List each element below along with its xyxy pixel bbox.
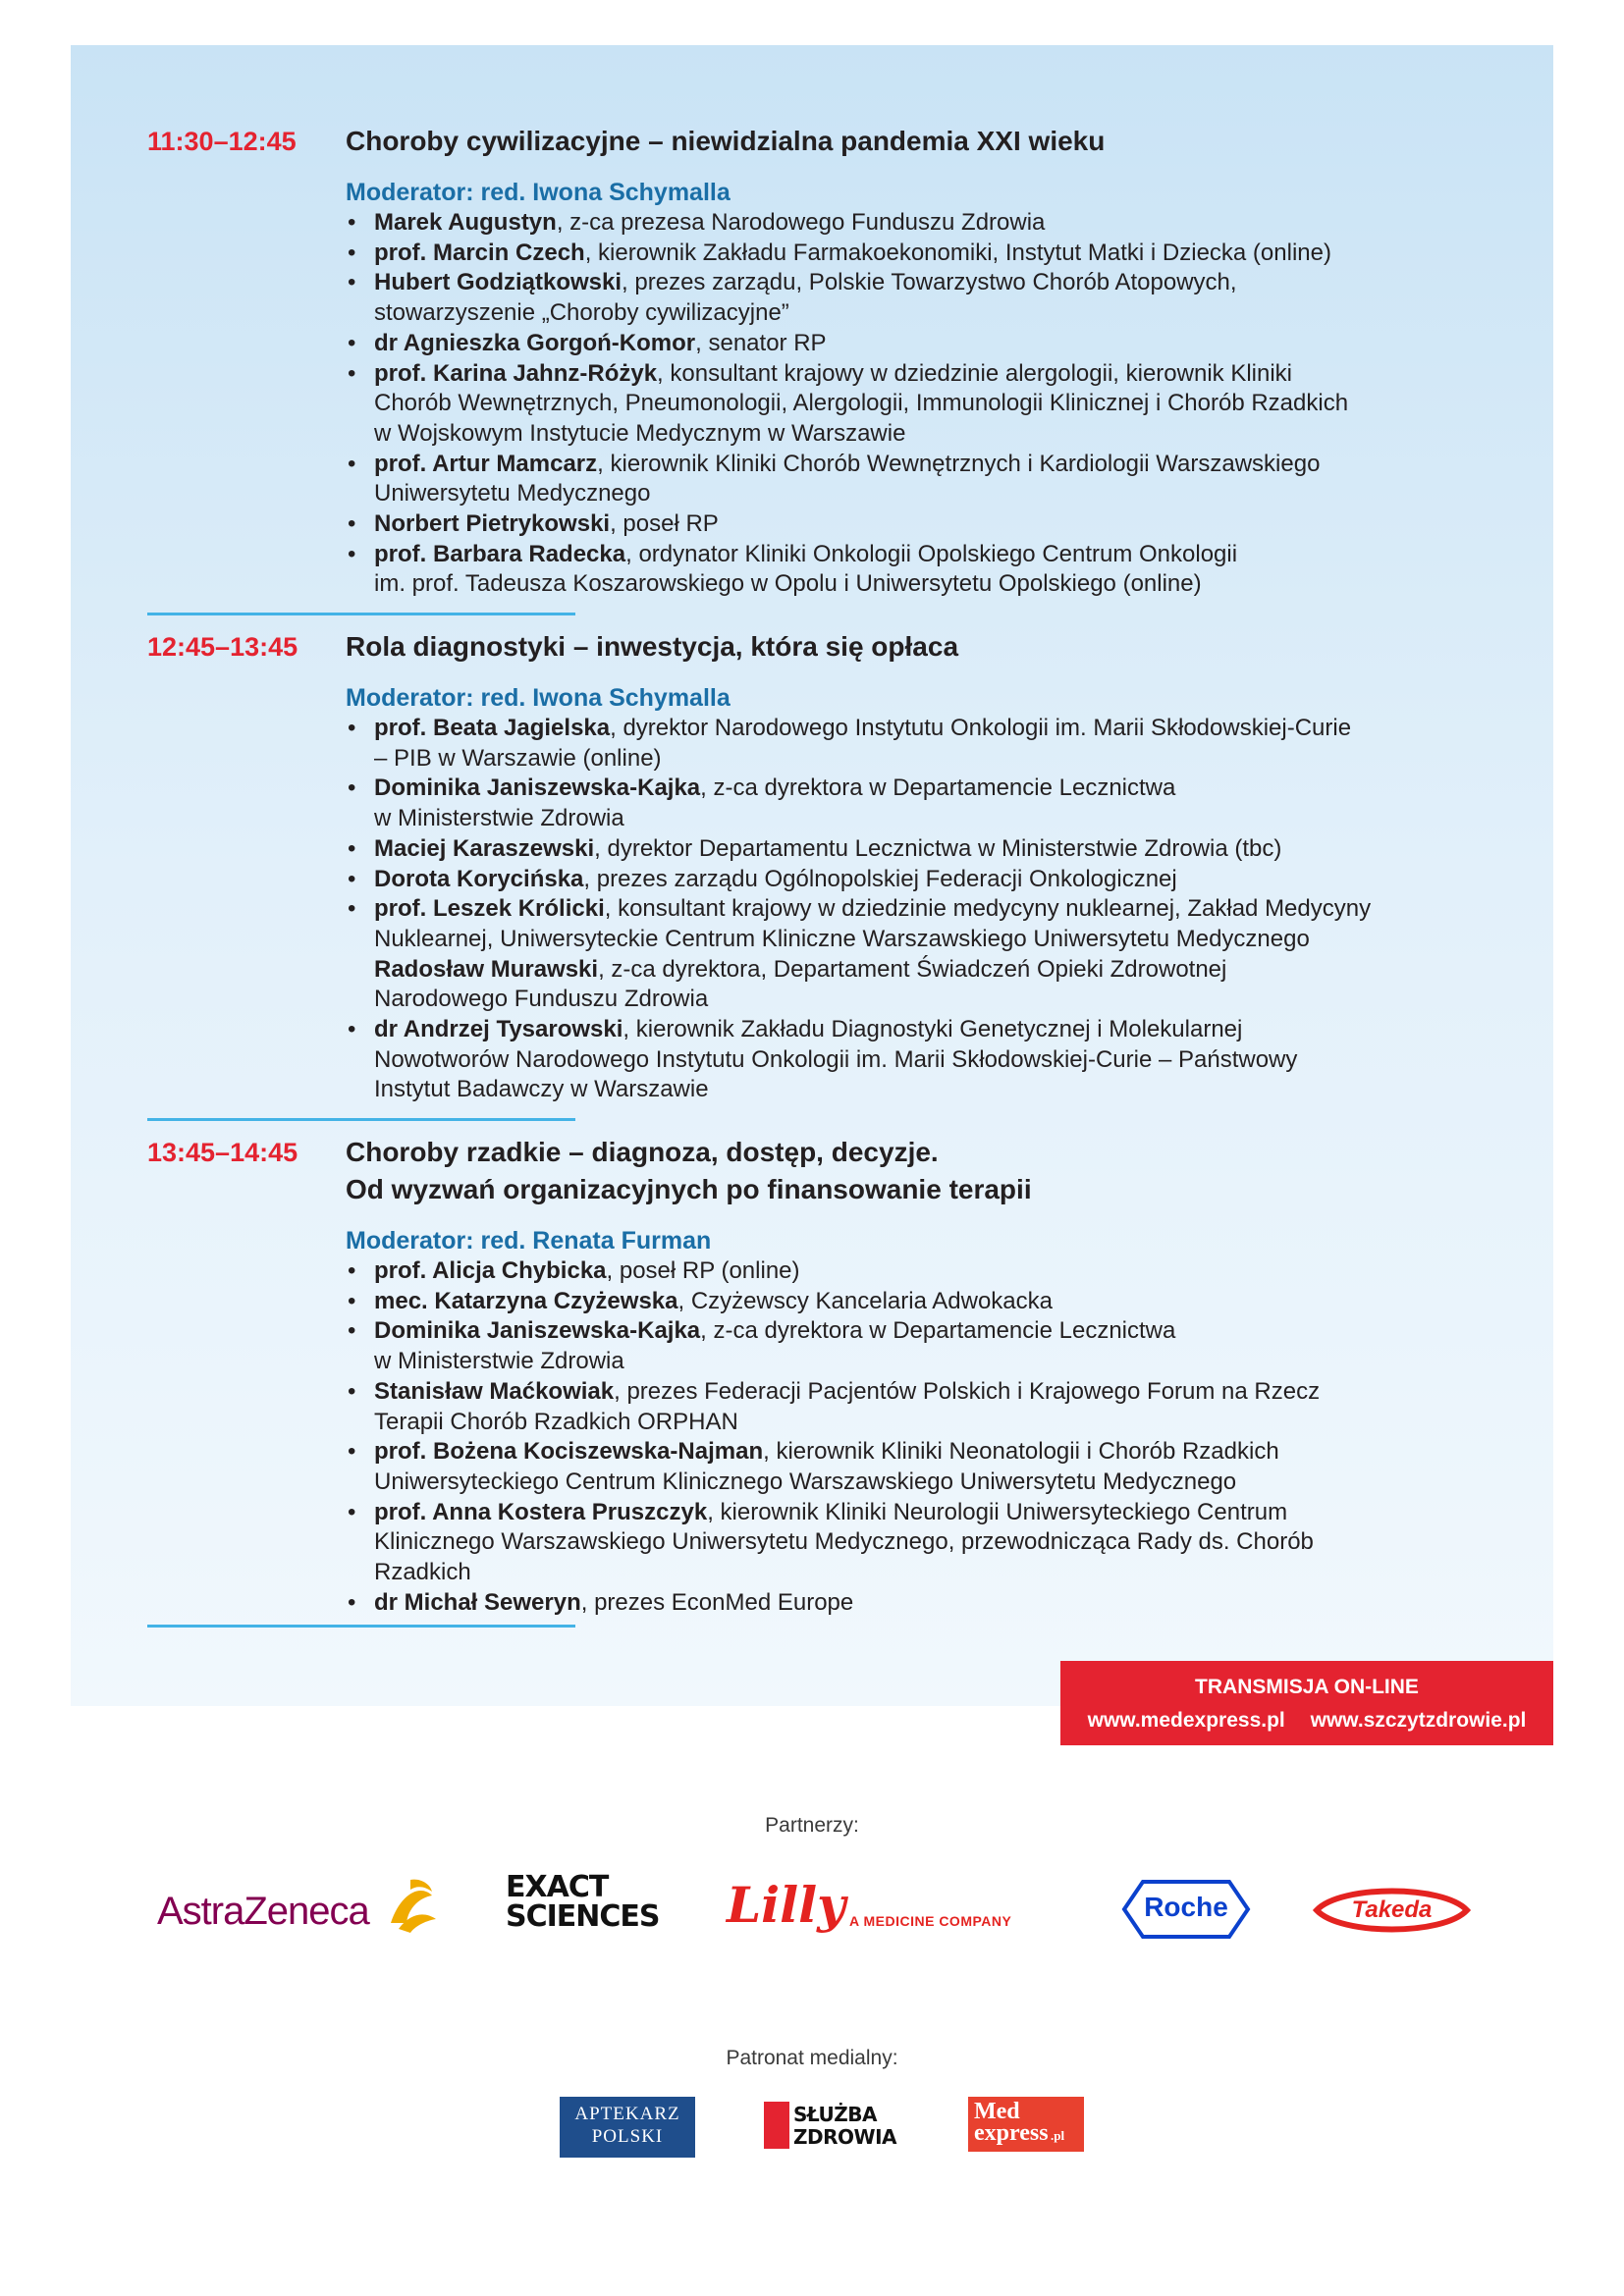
speaker-name: Stanisław Maćkowiak (374, 1377, 615, 1405)
speaker-role: , Czyżewscy Kancelaria Adwokacka (677, 1287, 1053, 1314)
speaker-item-continuation (346, 1075, 1483, 1105)
speaker-item (346, 239, 1483, 269)
speaker-item-continuation (346, 479, 1483, 509)
speaker-item-continuation (346, 298, 1483, 329)
medexpress-suffix: .pl (1051, 2128, 1065, 2143)
speaker-role: , poseł RP (610, 510, 719, 538)
speaker-list (346, 208, 1483, 600)
speaker-role: , kierownik Zakładu Farmakoekonomiki, Instytut Matki i Dziecka (online) (584, 239, 1331, 266)
speaker-role: w Wojskowym Instytucie Medycznym w Warszawie (374, 419, 906, 447)
medexpress-express: express (974, 2120, 1049, 2146)
speaker-name: prof. Alicja Chybicka (374, 1257, 607, 1284)
speaker-name: Dorota Korycińska (374, 865, 584, 892)
medexpress-med: Med (974, 2099, 1020, 2124)
speaker-item (346, 1256, 1483, 1287)
speaker-item (346, 1316, 1483, 1347)
speaker-role: im. prof. Tadeusza Koszarowskiego w Opolu i Uniwersytetu Opolskiego (online) (374, 570, 1202, 598)
session-title (346, 1134, 1483, 1208)
speaker-role: – PIB w Warszawie (online) (374, 744, 662, 772)
speaker-item-continuation (346, 1045, 1483, 1076)
speaker-name: dr Agnieszka Gorgoń-Komor (374, 329, 696, 356)
speaker-role: Terapii Chorób Rzadkich ORPHAN (374, 1408, 738, 1435)
speaker-role: Rzadkich (374, 1559, 471, 1586)
session-moderator: Moderator: red. Iwona Schymalla (346, 684, 731, 712)
exact-sciences-logo (506, 1870, 673, 1936)
speaker-list (346, 1256, 1483, 1618)
aptekarz-polski-logo (560, 2097, 695, 2158)
medexpress-logo (968, 2097, 1084, 2152)
speaker-name: Dominika Janiszewska-Kajka (374, 1317, 701, 1345)
speaker-role: w Ministerstwie Zdrowia (374, 805, 624, 832)
zdrowia-line: ZDROWIA (793, 2125, 896, 2149)
speaker-list (346, 714, 1483, 1105)
speaker-name: prof. Karina Jahnz-Różyk (374, 359, 658, 387)
speaker-role: , z-ca dyrektora, Departament Świadczeń Opieki Zdrowotnej (598, 955, 1227, 983)
speaker-role: w Ministerstwie Zdrowia (374, 1348, 624, 1375)
sciences-line: SCIENCES (506, 1899, 660, 1934)
szczytzdrowie-link[interactable]: www.szczytzdrowie.pl (1310, 1709, 1527, 1732)
astrazeneca-swirl-icon (381, 1874, 442, 1935)
session-title (346, 123, 1483, 160)
speaker-item (346, 1498, 1483, 1528)
speaker-role: , kierownik Kliniki Neurologii Uniwersyteckiego Centrum (707, 1498, 1288, 1525)
speaker-name: prof. Artur Mamcarz (374, 450, 598, 477)
takeda-wordmark: Takeda (1351, 1896, 1433, 1923)
session-title-line: Choroby cywilizacyjne – niewidzialna pandemia XXI wieku (346, 126, 1106, 156)
agenda-session (147, 628, 1483, 1105)
speaker-role: , z-ca prezesa Narodowego Funduszu Zdrowia (556, 209, 1046, 236)
speaker-role: stowarzyszenie „Choroby cywilizacyjne” (374, 299, 789, 327)
lilly-logo (727, 1870, 1060, 1949)
takeda-logo (1311, 1883, 1473, 1938)
astrazeneca-wordmark: AstraZeneca (157, 1890, 369, 1933)
roche-logo (1121, 1879, 1251, 1940)
speaker-item (346, 540, 1483, 570)
session-time: 12:45–13:45 (147, 632, 298, 662)
session-title-line: Od wyzwań organizacyjnych po finansowanie terapii (346, 1174, 1032, 1204)
speaker-name: Hubert Godziątkowski (374, 269, 623, 296)
speaker-role: , z-ca dyrektora w Departamencie Lecznictwa (700, 1317, 1176, 1345)
sluzba-zdrowia-logo (764, 2102, 896, 2153)
speaker-item (346, 1015, 1483, 1045)
speaker-item-continuation (346, 389, 1483, 419)
speaker-item (346, 509, 1483, 540)
speaker-role: , kierownik Kliniki Neonatologii i Chorób Rzadkich (763, 1438, 1279, 1466)
speaker-item-continuation (346, 1408, 1483, 1438)
speaker-item (346, 268, 1483, 298)
speaker-item (346, 894, 1483, 925)
section-divider (147, 1118, 575, 1121)
sluzba-zdrowia-mark-icon (764, 2102, 789, 2149)
session-time: 11:30–12:45 (147, 127, 297, 156)
speaker-item (346, 1437, 1483, 1468)
exact-line: EXACT (506, 1870, 609, 1904)
session-title-line: Rola diagnostyki – inwestycja, która się opłaca (346, 631, 959, 662)
section-divider (147, 1625, 575, 1628)
speaker-name: dr Michał Seweryn (374, 1588, 581, 1616)
speaker-item (346, 714, 1483, 744)
speaker-item (346, 865, 1483, 895)
speaker-role: , prezes zarządu, Polskie Towarzystwo Chorób Atopowych, (622, 269, 1237, 296)
speaker-item-continuation (346, 419, 1483, 450)
speaker-name: prof. Leszek Królicki (374, 895, 605, 923)
speaker-name: prof. Bożena Kociszewska-Najman (374, 1438, 764, 1466)
speaker-item-continuation (346, 1468, 1483, 1498)
speaker-role: , kierownik Kliniki Chorób Wewnętrznych i Kardiologii Warszawskiego (597, 450, 1321, 477)
astrazeneca-logo (157, 1870, 442, 1939)
session-title-line: Choroby rzadkie – diagnoza, dostęp, decyzje. (346, 1137, 939, 1167)
speaker-item-continuation (346, 1527, 1483, 1558)
speaker-item-continuation (346, 744, 1483, 774)
speaker-role: , poseł RP (online) (606, 1257, 800, 1284)
roche-wordmark: Roche (1144, 1892, 1228, 1922)
speaker-item (346, 1287, 1483, 1317)
speaker-name: Dominika Janiszewska-Kajka (374, 774, 701, 802)
speaker-role: , prezes EconMed Europe (580, 1588, 854, 1616)
speaker-item (346, 359, 1483, 390)
speaker-item (346, 1377, 1483, 1408)
transmission-title: TRANSMISJA ON-LINE (1195, 1676, 1419, 1698)
speaker-role: , konsultant krajowy w dziedzinie alergologii, kierownik Kliniki (657, 359, 1293, 387)
speaker-role: , senator RP (695, 329, 827, 356)
speaker-item-continuation (346, 569, 1483, 600)
lilly-wordmark: Lilly (727, 1876, 846, 1934)
medexpress-link[interactable]: www.medexpress.pl (1087, 1709, 1285, 1732)
speaker-role: Uniwersytetu Medycznego (374, 480, 651, 507)
speaker-item (346, 774, 1483, 804)
lilly-tagline: A MEDICINE COMPANY (849, 1913, 1012, 1929)
session-title (346, 628, 1483, 666)
speaker-name: Maciej Karaszewski (374, 834, 595, 862)
speaker-item-continuation (346, 985, 1483, 1015)
speaker-item-continuation (346, 1347, 1483, 1377)
speaker-role: , z-ca dyrektora w Departamencie Lecznictwa (700, 774, 1176, 802)
sluzba-line: SŁUŻBA (793, 2103, 877, 2126)
session-moderator: Moderator: red. Renata Furman (346, 1227, 712, 1255)
session-moderator: Moderator: red. Iwona Schymalla (346, 179, 731, 206)
speaker-role: , prezes zarządu Ogólnopolskiej Federacji Onkologicznej (583, 865, 1177, 892)
speaker-item (346, 450, 1483, 480)
aptekarz-line: APTEKARZ (574, 2104, 680, 2124)
partners-label: Partnerzy: (765, 1814, 859, 1837)
speaker-name: Norbert Pietrykowski (374, 510, 611, 538)
speaker-name: Radosław Murawski (374, 955, 599, 983)
speaker-item-continuation (346, 804, 1483, 834)
speaker-item-continuation (346, 925, 1483, 955)
speaker-role: , kierownik Zakładu Diagnostyki Genetycznej i Molekularnej (623, 1016, 1243, 1043)
speaker-role: , ordynator Kliniki Onkologii Opolskiego Centrum Onkologii (625, 540, 1238, 567)
speaker-role: , prezes Federacji Pacjentów Polskich i Krajowego Forum na Rzecz (614, 1377, 1321, 1405)
speaker-name: dr Andrzej Tysarowski (374, 1016, 623, 1043)
speaker-name: prof. Barbara Radecka (374, 540, 626, 567)
speaker-role: Nuklearnej, Uniwersyteckie Centrum Kliniczne Warszawskiego Uniwersytetu Medycznego (374, 925, 1310, 952)
speaker-item (346, 1588, 1483, 1619)
agenda-session (147, 123, 1483, 600)
media-patronage-label: Patronat medialny: (726, 2047, 898, 2069)
speaker-role: , dyrektor Narodowego Instytutu Onkologii im. Marii Skłodowskiej-Curie (610, 715, 1352, 741)
speaker-role: Nowotworów Narodowego Instytutu Onkologii im. Marii Skłodowskiej-Curie – Państwowy (374, 1045, 1298, 1073)
speaker-role: Chorób Wewnętrznych, Pneumonologii, Alergologii, Immunologii Klinicznej i Chorób Rzadkich (374, 390, 1349, 417)
speaker-name: mec. Katarzyna Czyżewska (374, 1287, 678, 1314)
speaker-name: prof. Anna Kostera Pruszczyk (374, 1498, 708, 1525)
speaker-role: Uniwersyteckiego Centrum Klinicznego Warszawskiego Uniwersytetu Medycznego (374, 1468, 1237, 1495)
speaker-name: prof. Marcin Czech (374, 239, 585, 266)
speaker-role: Instytut Badawczy w Warszawie (374, 1076, 709, 1103)
section-divider (147, 613, 575, 615)
transmission-banner (1060, 1661, 1553, 1745)
polski-line: POLSKI (591, 2126, 664, 2147)
speaker-name: Marek Augustyn (374, 209, 557, 236)
speaker-item-continuation (346, 955, 1483, 986)
speaker-item (346, 834, 1483, 865)
speaker-name: prof. Beata Jagielska (374, 715, 611, 741)
session-time: 13:45–14:45 (147, 1138, 298, 1167)
speaker-item-continuation (346, 1558, 1483, 1588)
speaker-role: Klinicznego Warszawskiego Uniwersytetu Medycznego, przewodnicząca Rady ds. Chorób (374, 1528, 1314, 1556)
agenda-session (147, 1134, 1483, 1618)
speaker-role: , konsultant krajowy w dziedzinie medycyny nuklearnej, Zakład Medycyny (604, 895, 1372, 923)
speaker-item (346, 208, 1483, 239)
speaker-role: Narodowego Funduszu Zdrowia (374, 986, 709, 1013)
speaker-item (346, 329, 1483, 359)
speaker-role: , dyrektor Departamentu Lecznictwa w Ministerstwie Zdrowia (tbc) (594, 834, 1282, 862)
